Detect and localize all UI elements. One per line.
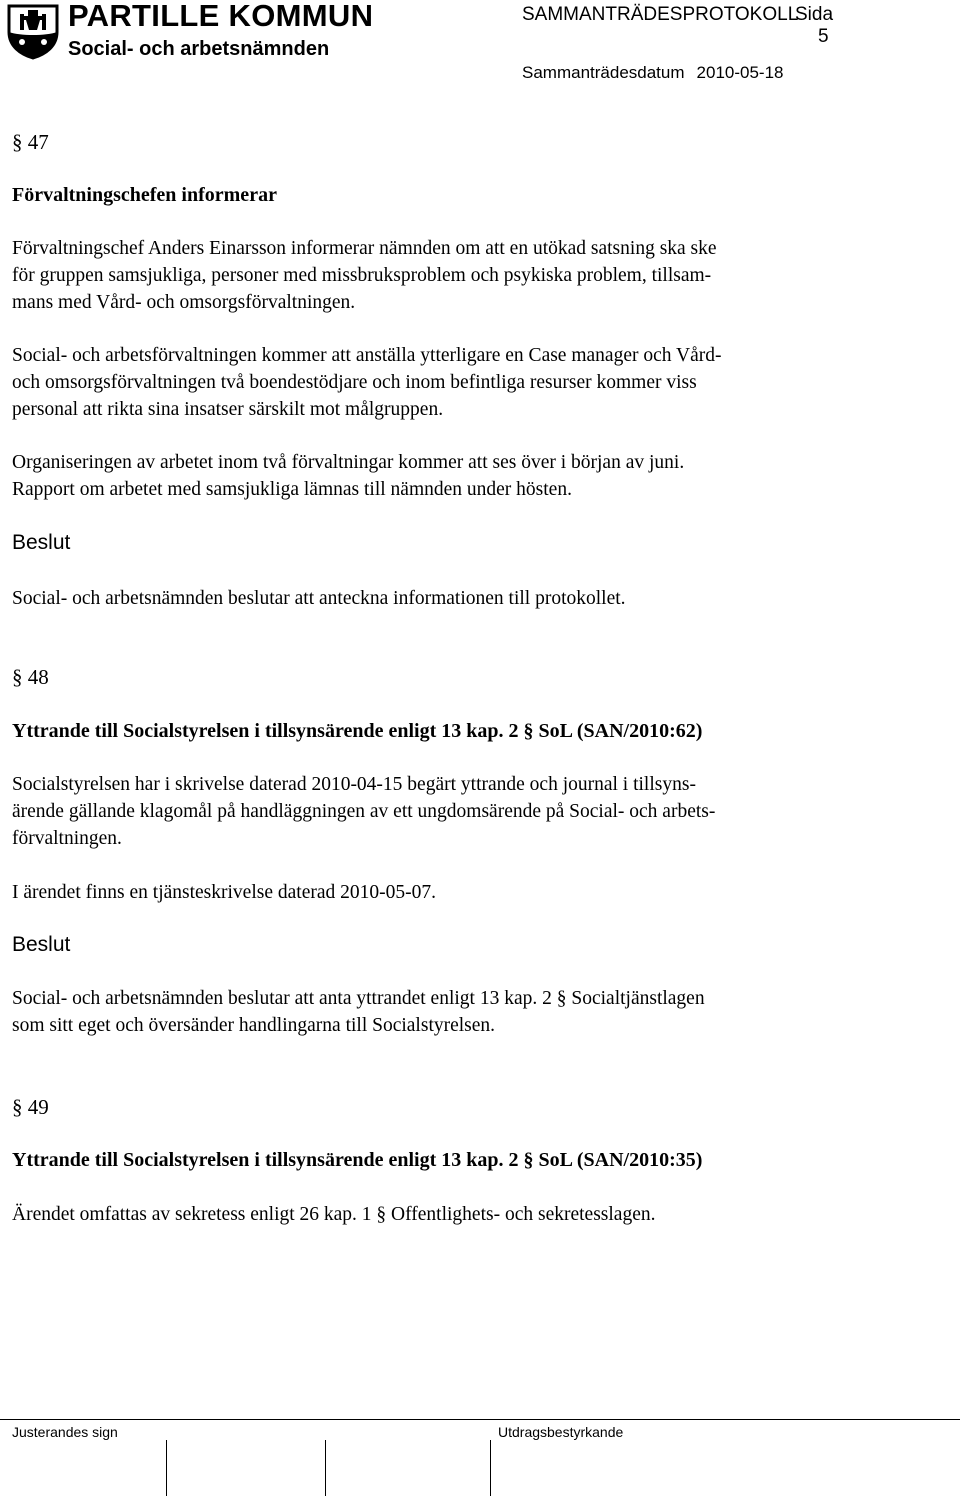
paragraph <box>12 771 715 852</box>
paragraph <box>12 879 436 906</box>
text-line: mans med Vård- och omsorgsförvaltningen. <box>12 292 356 313</box>
text-line: som sitt eget och översänder handlingarna till Socialstyrelsen. <box>12 1015 496 1036</box>
paragraph <box>12 449 684 503</box>
text-line: Social- och arbetsnämnden beslutar att anteckna informationen till protokollet. <box>12 588 626 609</box>
decision-text <box>12 985 705 1039</box>
section-number: 49 <box>27 1095 49 1119</box>
text-line: och omsorgsförvaltningen två boendestödjare och inom befintliga resurser kommer viss <box>12 372 697 393</box>
meeting-date-row <box>522 63 784 83</box>
signature-box-divider <box>166 1440 167 1496</box>
section-number-47: § 47 <box>12 130 49 154</box>
text-line: Rapport om arbetet med samsjukliga lämnas till nämnden under hösten. <box>12 479 572 500</box>
decision-text <box>12 585 626 612</box>
paragraph <box>12 235 717 316</box>
committee-name: Social- och arbetsnämnden <box>68 38 330 60</box>
section-number: 48 <box>27 665 49 689</box>
signature-box-divider <box>490 1440 491 1496</box>
text-line: Organiseringen av arbetet inom två förvaltningar kommer att ses över i början av juni. <box>12 452 685 473</box>
text-line: Socialstyrelsen har i skrivelse daterad 2010-04-15 begärt yttrande och journal i tillsyns- <box>12 774 696 795</box>
text-line: I ärendet finns en tjänsteskrivelse daterad 2010-05-07. <box>12 882 436 903</box>
meeting-date-label: Sammanträdesdatum <box>522 63 685 82</box>
page-label: Sida <box>795 4 834 25</box>
text-line: personal att rikta sina insatser särskilt mot målgruppen. <box>12 399 444 420</box>
section-number-49: § 49 <box>12 1095 49 1119</box>
paragraph <box>12 342 722 423</box>
page-number: 5 <box>818 26 829 47</box>
section-number-48: § 48 <box>12 665 49 689</box>
text-line: Förvaltningschef Anders Einarsson informerar nämnden om att en utökad satsning ska ske <box>12 238 717 259</box>
decision-heading: Beslut <box>12 933 71 956</box>
section-number: 47 <box>27 130 49 154</box>
text-line: Social- och arbetsförvaltningen kommer att anställa ytterligare en Case manager och Vård- <box>12 345 722 366</box>
section-title: Förvaltningschefen informerar <box>12 184 277 206</box>
footer-divider <box>0 1419 960 1420</box>
text-line: Social- och arbetsnämnden beslutar att anta yttrandet enligt 13 kap. 2 § Socialtjänstlagen <box>12 988 705 1009</box>
meeting-date-value: 2010-05-18 <box>696 63 784 82</box>
extract-certification-label: Utdragsbestyrkande <box>498 1424 624 1440</box>
paragraph <box>12 1201 656 1228</box>
section-title: Yttrande till Socialstyrelsen i tillsynsärende enligt 13 kap. 2 § SoL (SAN/2010:62) <box>12 720 703 742</box>
signature-box-divider <box>325 1440 326 1496</box>
adjusters-sign-label: Justerandes sign <box>12 1424 118 1440</box>
section-title: Yttrande till Socialstyrelsen i tillsynsärende enligt 13 kap. 2 § SoL (SAN/2010:35) <box>12 1149 703 1171</box>
decision-heading: Beslut <box>12 531 71 554</box>
text-line: ärende gällande klagomål på handläggningen av ett ungdomsärende på Social- och arbets- <box>12 801 716 822</box>
document-type: SAMMANTRÄDESPROTOKOLL <box>522 4 799 25</box>
organization-name: PARTILLE KOMMUN <box>68 0 374 33</box>
text-line: för gruppen samsjukliga, personer med missbruksproblem och psykiska problem, tillsam- <box>12 265 712 286</box>
text-line: förvaltningen. <box>12 828 122 849</box>
coat-of-arms-logo-icon <box>6 2 60 60</box>
text-line: Ärendet omfattas av sekretess enligt 26 kap. 1 § Offentlighets- och sekretesslagen. <box>12 1204 656 1225</box>
